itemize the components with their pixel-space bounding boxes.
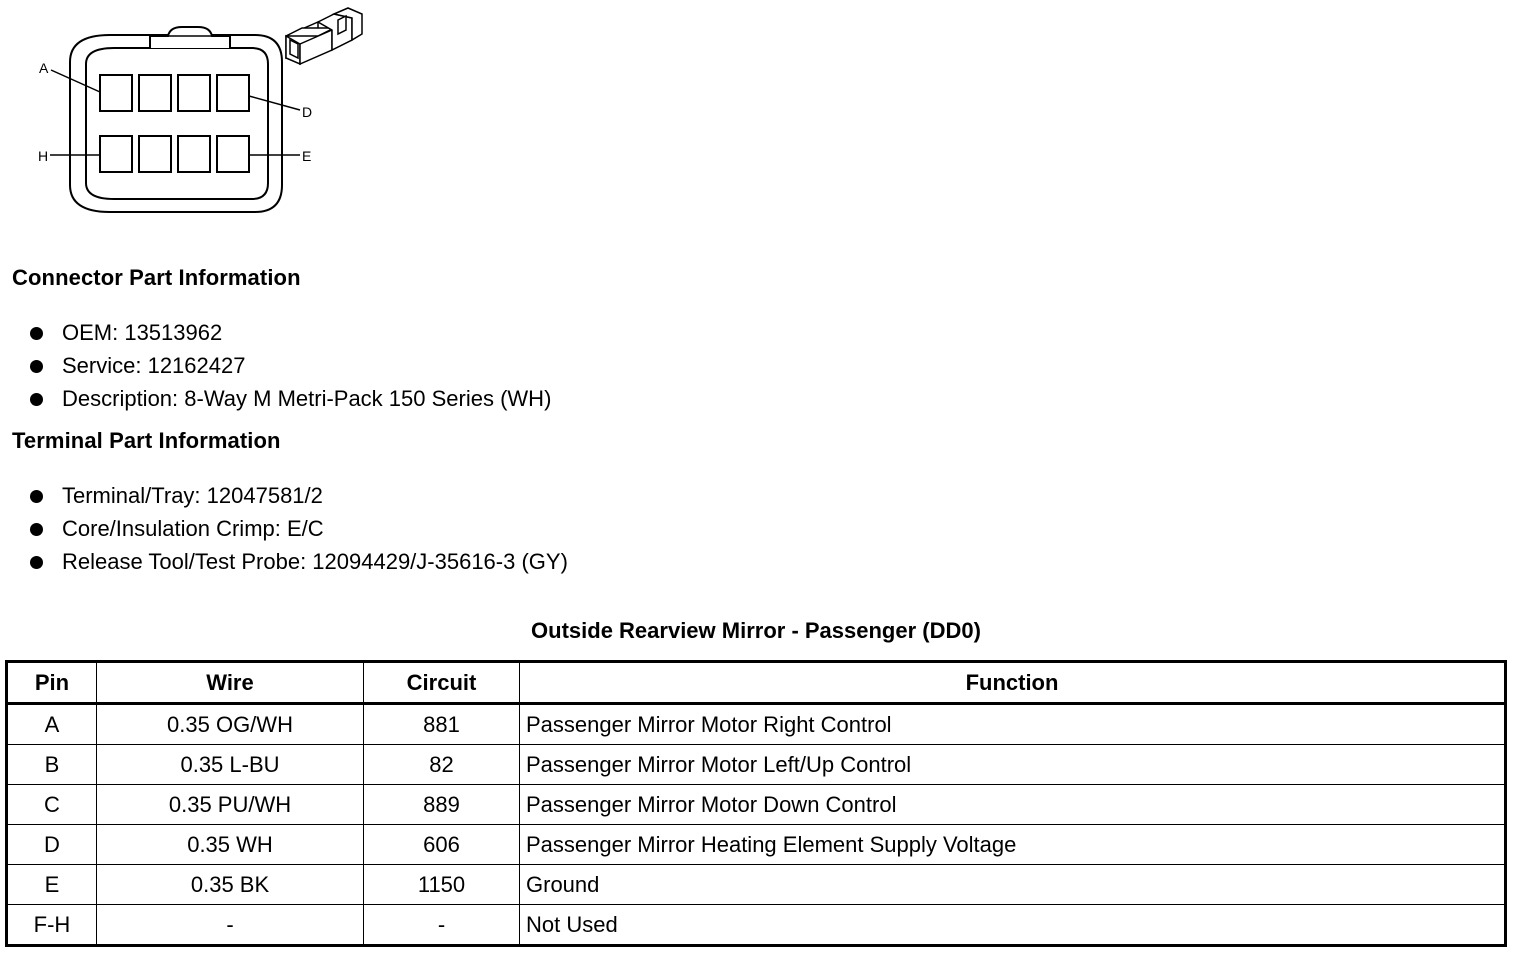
terminal-part-info-heading: Terminal Part Information	[12, 428, 281, 453]
cell-function: Ground	[520, 865, 1506, 905]
cell-pin: E	[7, 865, 97, 905]
bullet-icon	[30, 556, 43, 569]
table-row	[7, 785, 1506, 825]
connector-info-text: Service: 12162427	[62, 353, 246, 378]
terminal-part-info-list	[28, 483, 568, 582]
cell-circuit: -	[364, 905, 520, 946]
terminal-info-item-release-tool	[28, 549, 568, 582]
connector-face-diagram	[0, 0, 380, 220]
connector-info-text: OEM: 13513962	[62, 320, 223, 345]
connector-housing-outline	[70, 35, 282, 212]
cavity-d	[217, 75, 249, 111]
cell-wire: 0.35 L-BU	[97, 745, 364, 785]
cavity-e	[217, 136, 249, 172]
connector-info-item-oem	[28, 320, 551, 353]
connector-part-info-heading: Connector Part Information	[12, 265, 301, 290]
cell-pin: D	[7, 825, 97, 865]
pin-label-h: H	[38, 148, 49, 164]
column-header-function: Function	[520, 662, 1506, 704]
cell-wire: 0.35 BK	[97, 865, 364, 905]
cell-pin: C	[7, 785, 97, 825]
cell-circuit: 889	[364, 785, 520, 825]
connector-info-text: Description: 8-Way M Metri-Pack 150 Series (WH)	[62, 386, 552, 411]
cell-function: Passenger Mirror Motor Right Control	[520, 704, 1506, 745]
cell-pin: B	[7, 745, 97, 785]
column-header-circuit: Circuit	[364, 662, 520, 704]
terminal-info-item-crimp	[28, 516, 568, 549]
connector-part-info-list	[28, 320, 551, 419]
table-row	[7, 865, 1506, 905]
bullet-icon	[30, 393, 43, 406]
pin-label-a: A	[39, 60, 49, 76]
connector-isometric-illustration	[286, 8, 362, 64]
connector-latch	[150, 27, 230, 48]
cell-circuit: 1150	[364, 865, 520, 905]
leader-line-a	[51, 70, 100, 92]
cell-wire: 0.35 OG/WH	[97, 704, 364, 745]
cell-pin: A	[7, 704, 97, 745]
cell-pin: F-H	[7, 905, 97, 946]
table-row	[7, 825, 1506, 865]
cell-function: Passenger Mirror Motor Left/Up Control	[520, 745, 1506, 785]
terminal-info-text: Core/Insulation Crimp: E/C	[62, 516, 324, 541]
terminal-info-text: Terminal/Tray: 12047581/2	[62, 483, 323, 508]
cavity-g	[139, 136, 171, 172]
terminal-info-item-tray	[28, 483, 568, 516]
connector-info-item-description	[28, 386, 551, 419]
cell-wire: 0.35 PU/WH	[97, 785, 364, 825]
bullet-icon	[30, 327, 43, 340]
table-row	[7, 704, 1506, 745]
cell-function: Passenger Mirror Heating Element Supply Voltage	[520, 825, 1506, 865]
cavity-b	[139, 75, 171, 111]
cell-circuit: 82	[364, 745, 520, 785]
cavity-f	[178, 136, 210, 172]
bullet-icon	[30, 360, 43, 373]
pin-table	[5, 660, 1507, 947]
cavity-c	[178, 75, 210, 111]
cell-wire: -	[97, 905, 364, 946]
cavity-h	[100, 136, 132, 172]
cell-function: Not Used	[520, 905, 1506, 946]
leader-line-d	[249, 96, 300, 110]
cavity-a	[100, 75, 132, 111]
cell-wire: 0.35 WH	[97, 825, 364, 865]
column-header-wire: Wire	[97, 662, 364, 704]
bullet-icon	[30, 490, 43, 503]
terminal-info-text: Release Tool/Test Probe: 12094429/J-35616-3 (GY)	[62, 549, 568, 574]
table-row	[7, 745, 1506, 785]
table-row	[7, 905, 1506, 946]
cell-function: Passenger Mirror Motor Down Control	[520, 785, 1506, 825]
bullet-icon	[30, 523, 43, 536]
connector-info-item-service	[28, 353, 551, 386]
pin-label-d: D	[302, 104, 313, 120]
cell-circuit: 606	[364, 825, 520, 865]
column-header-pin: Pin	[7, 662, 97, 704]
pin-table-title: Outside Rearview Mirror - Passenger (DD0)	[531, 618, 981, 643]
connector-housing-inner	[86, 48, 268, 199]
pin-label-e: E	[302, 148, 312, 164]
table-header-row	[7, 662, 1506, 704]
cell-circuit: 881	[364, 704, 520, 745]
